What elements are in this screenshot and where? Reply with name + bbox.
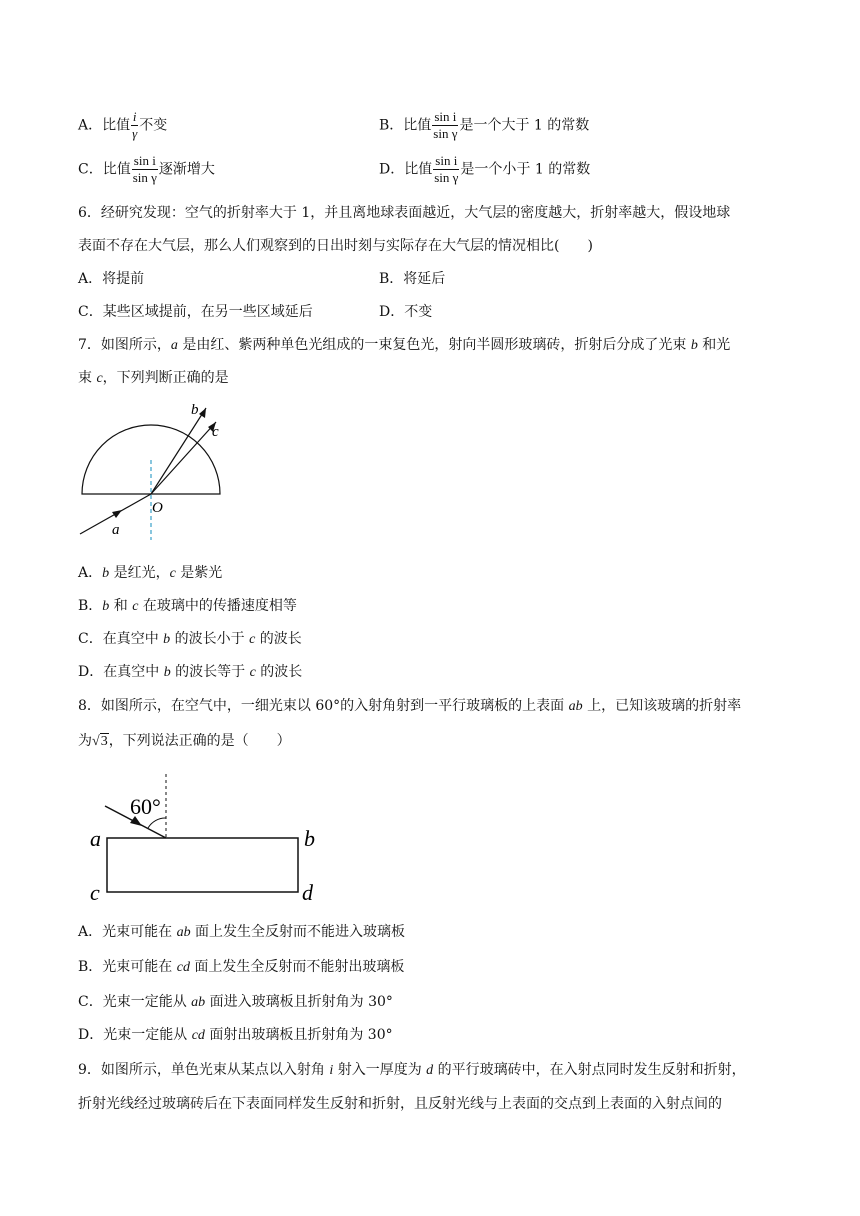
q5-option-a-fraction: $\frac{i}{\gamma}$ <box>132 109 138 141</box>
q8-glass-plate-figure <box>80 770 330 905</box>
label-b: b <box>304 826 315 851</box>
q5-option-c-fraction: $\frac{\text{sin i}}{\text{sin γ}}$ <box>132 153 157 185</box>
q8-option-a: A．光束可能在 ab 面上发生全反射而不能进入玻璃板 <box>78 924 406 940</box>
angle-label: 60° <box>130 794 161 819</box>
angle-arc <box>148 818 166 828</box>
q8-stem-line1: 8．如图所示，在空气中，一细光束以 60°的入射角射到一平行玻璃板的上表面 ab 上，已知该玻璃的折射率 <box>78 698 742 714</box>
q5-option-d: D．比值 $\frac{\text{sin i}}{\text{sin γ}}$ 是一个小于 1 的常数 <box>379 153 591 185</box>
q8-stem-line2: 为√3，下列说法正确的是（ ） <box>78 733 291 749</box>
glass-plate <box>107 838 298 892</box>
q7-stem-line1: 7．如图所示，a 是由红、紫两种单色光组成的一束复色光，射向半圆形玻璃砖，折射后分成了光束 b 和光 <box>78 337 731 353</box>
q7-option-a: A．b 是红光，c 是紫光 <box>78 565 223 581</box>
label-b: b <box>191 402 199 418</box>
q8-option-c: C．光束一定能从 ab 面进入玻璃板且折射角为 30° <box>78 994 393 1010</box>
q6-option-d: D．不变 <box>379 304 433 320</box>
q5-option-b-fraction: $\frac{\text{sin i}}{\text{sin γ}}$ <box>433 109 458 141</box>
q6-option-c: C．某些区域提前，在另一些区域延后 <box>78 304 313 320</box>
q5-option-d-fraction: $\frac{\text{sin i}}{\text{sin γ}}$ <box>434 153 459 185</box>
q5-option-c: C．比值 $\frac{\text{sin i}}{\text{sin γ}}$ 逐渐增大 <box>78 153 215 185</box>
q6-stem-line2: 表面不存在大气层，那么人们观察到的日出时刻与实际存在大气层的情况相比( ) <box>78 238 593 254</box>
label-d: d <box>302 880 313 905</box>
label-a: a <box>90 826 101 851</box>
label-o: O <box>152 500 163 516</box>
q6-option-b: B．将延后 <box>379 271 446 287</box>
label-c: c <box>90 880 100 905</box>
q6-stem-line1: 6．经研究发现：空气的折射率大于 1，并且离地球表面越近，大气层的密度越大，折射率越大，假设地球 <box>78 205 731 221</box>
q6-option-a: A．将提前 <box>78 271 145 287</box>
ray-b <box>151 408 206 494</box>
q9-stem-line1: 9．如图所示，单色光束从某点以入射角 i 射入一厚度为 d 的平行玻璃砖中，在入射点同时发生反射和折射， <box>78 1062 746 1078</box>
ray-a-arrow <box>112 510 122 518</box>
q5-option-a: A．比值 $\frac{i}{\gamma}$ 不变 <box>78 109 168 141</box>
label-a: a <box>112 522 120 538</box>
label-c: c <box>212 424 219 440</box>
sqrt-three: √3 <box>92 734 108 749</box>
q7-option-b: B．b 和 c 在玻璃中的传播速度相等 <box>78 598 297 614</box>
q7-option-c: C．在真空中 b 的波长小于 c 的波长 <box>78 631 302 647</box>
q8-option-b: B．光束可能在 cd 面上发生全反射而不能射出玻璃板 <box>78 959 405 975</box>
q7-semicircle-figure <box>60 400 240 550</box>
q5-option-b: B．比值 $\frac{\text{sin i}}{\text{sin γ}}$ 是一个大于 1 的常数 <box>379 109 590 141</box>
q9-stem-line2: 折射光线经过玻璃砖后在下表面同样发生反射和折射，且反射光线与上表面的交点到上表面的入射点间的 <box>78 1096 722 1112</box>
q7-stem-line2: 束 c，下列判断正确的是 <box>78 370 229 386</box>
q7-option-d: D．在真空中 b 的波长等于 c 的波长 <box>78 664 303 680</box>
q8-option-d: D．光束一定能从 cd 面射出玻璃板且折射角为 30° <box>78 1027 393 1043</box>
